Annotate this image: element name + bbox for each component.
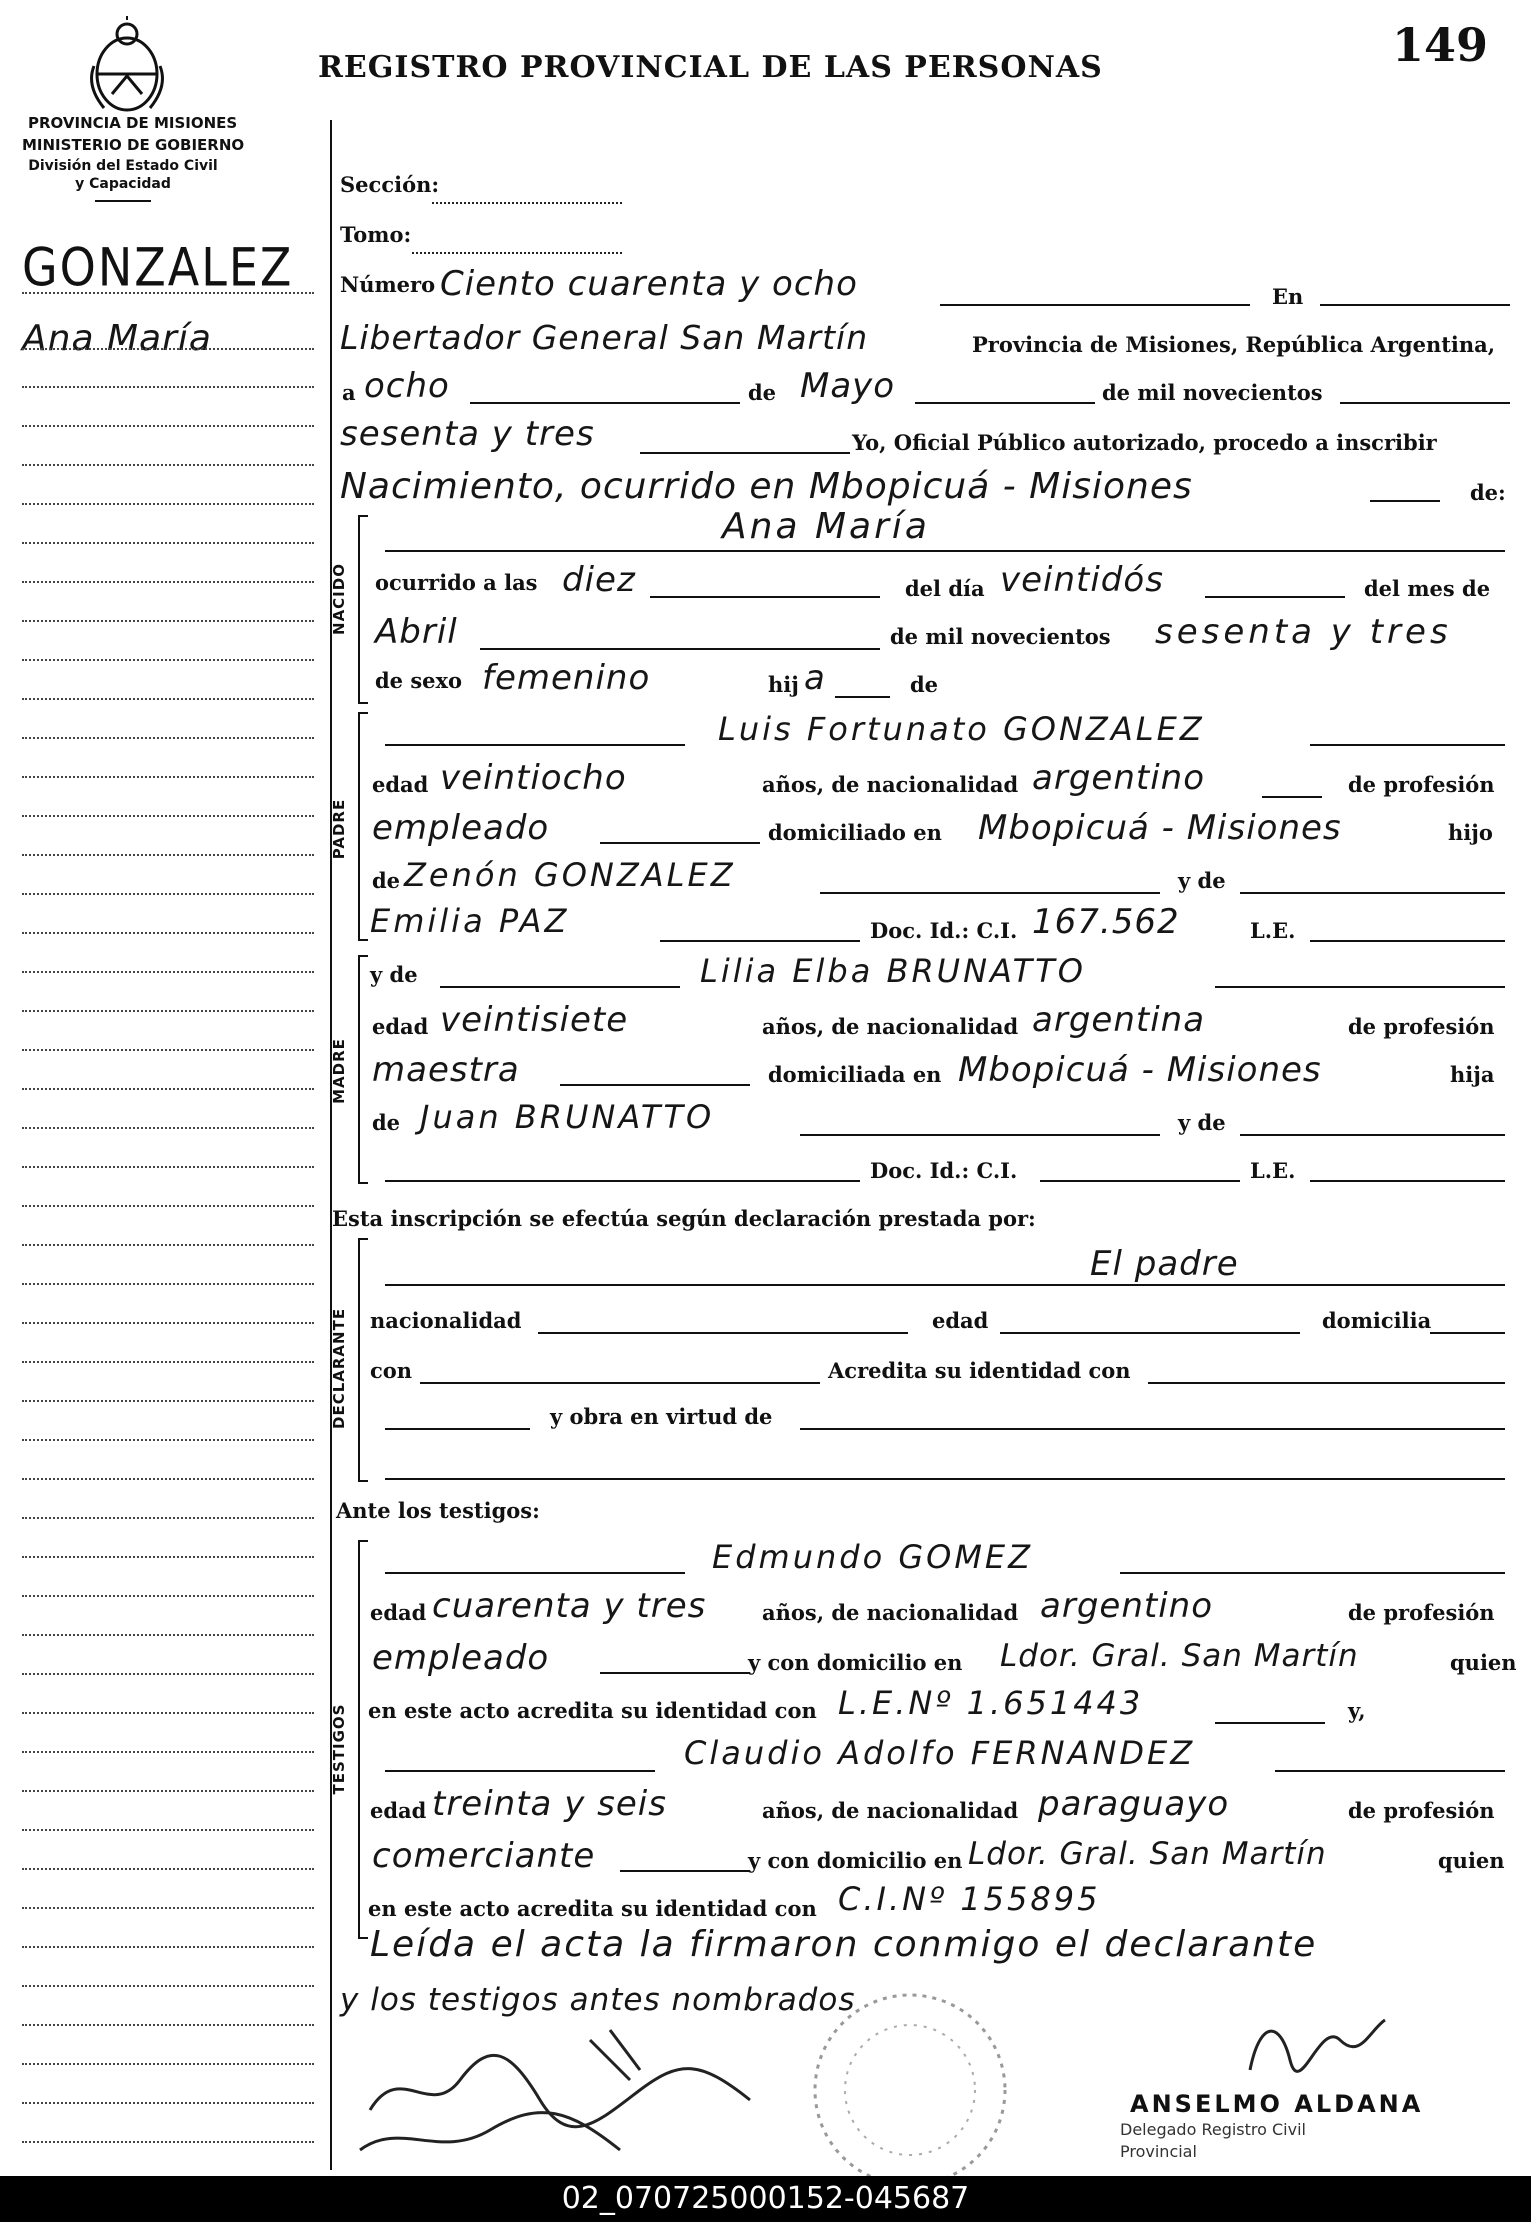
- margin-given-names: Ana María: [22, 318, 212, 359]
- decl-dom-fill: [1430, 1332, 1505, 1334]
- margin-rule: [22, 698, 314, 700]
- label-decl-con: con: [370, 1358, 413, 1383]
- testigo1-profesion-value: empleado: [372, 1638, 550, 1678]
- label-de-hij: de: [910, 672, 939, 697]
- label-t1-quien: quien: [1450, 1650, 1517, 1675]
- label-madre-hija: hija: [1450, 1062, 1495, 1087]
- padre-madre-value: Emilia PAZ: [370, 902, 570, 940]
- label-hij: hij: [768, 672, 799, 697]
- madre-bracket: [358, 955, 368, 1184]
- testigo2-documento-value: C.I.Nº 155895: [838, 1880, 1101, 1918]
- official-seal: [780, 1980, 1040, 2180]
- padre-nac-fill: [1262, 796, 1322, 798]
- label-decl-obra: y obra en virtud de: [550, 1404, 773, 1429]
- mes-fill-line: [915, 402, 1095, 404]
- margin-rule: [22, 2063, 314, 2065]
- label-padre-profesion: de profesión: [1348, 772, 1495, 797]
- testigo2-edad-value: treinta y seis: [432, 1784, 667, 1824]
- hij-fill-line: [835, 696, 890, 698]
- label-del-dia: del día: [905, 576, 985, 601]
- margin-rule: [22, 292, 314, 294]
- label-madre-doc: Doc. Id.: C.I.: [870, 1158, 1018, 1183]
- institution-line-2: MINISTERIO DE GOBIERNO: [22, 136, 245, 154]
- label-madre-domiciliada: domiciliada en: [768, 1062, 942, 1087]
- madre-le-fill: [1310, 1180, 1505, 1182]
- label-decl-domicilia: domicilia: [1322, 1308, 1432, 1333]
- madre-domicilio-value: Mbopicuá - Misiones: [958, 1050, 1322, 1090]
- closing-line-2: y los testigos antes nombrados: [340, 1982, 856, 2018]
- hora-value: diez: [562, 560, 636, 600]
- document-title: REGISTRO PROVINCIAL DE LAS PERSONAS: [318, 50, 1103, 85]
- coat-of-arms-icon: [82, 16, 172, 114]
- anio-fill-line: [1340, 402, 1510, 404]
- side-label-padre: PADRE: [330, 798, 348, 860]
- label-padre-y-de: y de: [1178, 868, 1226, 893]
- margin-rule: [22, 776, 314, 778]
- margin-rule: [22, 2024, 314, 2026]
- official-signature: [1240, 2000, 1390, 2090]
- madre-profesion-value: maestra: [372, 1050, 520, 1090]
- margin-rule: [22, 1361, 314, 1363]
- margin-rule: [22, 1595, 314, 1597]
- t2-post-line: [1275, 1770, 1505, 1772]
- anio-nac-value: sesenta y tres: [1155, 612, 1452, 652]
- margin-rule: [22, 1634, 314, 1636]
- declarante-nombre-line: [385, 1284, 1505, 1286]
- testigo2-profesion-value: comerciante: [372, 1836, 596, 1876]
- closing-line-1: Leída el acta la firmaron conmigo el declarante: [370, 1924, 1318, 1965]
- label-testigos: Ante los testigos:: [336, 1498, 540, 1523]
- madre-madre-fill: [1240, 1134, 1505, 1136]
- label-madre-anios: años, de nacionalidad: [762, 1014, 1019, 1039]
- label-a: a: [342, 380, 356, 405]
- declarante-bracket: [358, 1238, 368, 1482]
- madre-padre-fill: [800, 1134, 1160, 1136]
- margin-rule: [22, 2141, 314, 2143]
- mes-nac-fill-line: [480, 648, 880, 650]
- margin-rule: [22, 854, 314, 856]
- label-padre-anios: años, de nacionalidad: [762, 772, 1019, 797]
- padre-padre-value: Zenón GONZALEZ: [404, 856, 736, 894]
- margin-rule: [22, 1127, 314, 1129]
- margin-rule: [22, 1205, 314, 1207]
- en-fill-line: [1320, 304, 1510, 306]
- nombre-line: [385, 550, 1505, 552]
- testigo2-nacionalidad-value: paraguayo: [1038, 1784, 1230, 1824]
- margin-rule: [22, 1322, 314, 1324]
- padre-madre-tail: [660, 940, 860, 942]
- label-de-mil: de mil novecientos: [1102, 380, 1323, 405]
- label-t2-edad: edad: [370, 1798, 427, 1823]
- label-madre-y-de: y de: [370, 962, 418, 987]
- margin-rule: [22, 348, 314, 350]
- label-t1-y: y,: [1348, 1698, 1366, 1723]
- mes-nac-value: Abril: [375, 612, 458, 652]
- margin-rule: [22, 815, 314, 817]
- testigo2-domicilio-value: Ldor. Gral. San Martín: [968, 1836, 1327, 1872]
- mes-value: Mayo: [800, 366, 896, 406]
- label-del-mes: del mes de: [1364, 576, 1491, 601]
- seccion-line: [432, 202, 622, 204]
- nacido-nombre-value: Ana María: [722, 506, 930, 547]
- margin-rule: [22, 971, 314, 973]
- margin-rule: [22, 1283, 314, 1285]
- madre-nacionalidad-value: argentina: [1032, 1000, 1206, 1040]
- anio-tail-line: [640, 452, 850, 454]
- padre-prof-fill: [600, 842, 760, 844]
- madre-post-line: [1215, 986, 1505, 988]
- label-numero: Número: [340, 272, 436, 297]
- label-padre-domiciliado: domiciliado en: [768, 820, 942, 845]
- t2-pre-line: [385, 1770, 655, 1772]
- margin-rule: [22, 581, 314, 583]
- margin-rule: [22, 659, 314, 661]
- numero-fill-line: [940, 304, 1250, 306]
- margin-rule: [22, 1439, 314, 1441]
- label-t2-anios: años, de nacionalidad: [762, 1798, 1019, 1823]
- margin-rule: [22, 1166, 314, 1168]
- margin-rule: [22, 1556, 314, 1558]
- side-label-testigos: TESTIGOS: [330, 1703, 348, 1795]
- testigo2-nombre-value: Claudio Adolfo FERNANDEZ: [684, 1734, 1196, 1772]
- t1-pre-line: [385, 1572, 685, 1574]
- margin-rule: [22, 386, 314, 388]
- side-label-declarante: DECLARANTE: [330, 1307, 348, 1429]
- t2-prof-fill: [620, 1870, 750, 1872]
- margin-rule: [22, 1790, 314, 1792]
- label-padre-hijo: hijo: [1448, 820, 1493, 845]
- t1-doc-fill: [1215, 1722, 1325, 1724]
- margin-rule: [22, 893, 314, 895]
- label-de-sexo: de sexo: [375, 668, 463, 693]
- numero-value: Ciento cuarenta y ocho: [440, 264, 858, 304]
- decl-acred-fill: [1148, 1382, 1505, 1384]
- label-oficial: Yo, Oficial Público autorizado, procedo a inscribir: [852, 430, 1437, 455]
- padre-pre-line: [385, 744, 685, 746]
- margin-rule: [22, 1010, 314, 1012]
- margin-rule: [22, 1478, 314, 1480]
- declarante-nombre-value: El padre: [1090, 1244, 1239, 1284]
- madre-pre-line: [440, 986, 680, 988]
- margin-rule: [22, 1400, 314, 1402]
- signature-scribbles: [340, 2020, 760, 2170]
- label-t2-y-con-dom: y con domicilio en: [748, 1848, 963, 1873]
- label-madre-le: L.E.: [1250, 1158, 1296, 1183]
- label-madre-profesion: de profesión: [1348, 1014, 1495, 1039]
- decl-nac-fill: [538, 1332, 908, 1334]
- decl-edad-fill: [1000, 1332, 1300, 1334]
- madre-padre-value: Juan BRUNATTO: [420, 1098, 715, 1136]
- anio-value: sesenta y tres: [340, 414, 595, 454]
- stamp-name: ANSELMO ALDANA: [1130, 2090, 1424, 2118]
- margin-rule: [22, 1985, 314, 1987]
- label-seccion: Sección:: [340, 172, 440, 197]
- margin-rule: [22, 1868, 314, 1870]
- label-t1-profesion: de profesión: [1348, 1600, 1495, 1625]
- margin-rule: [22, 1829, 314, 1831]
- testigo1-nombre-value: Edmundo GOMEZ: [712, 1538, 1034, 1576]
- main-column-rule: [330, 120, 332, 2170]
- margin-rule: [22, 425, 314, 427]
- label-de: de: [748, 380, 777, 405]
- padre-nacionalidad-value: argentino: [1032, 758, 1205, 798]
- label-t1-y-con-dom: y con domicilio en: [748, 1650, 963, 1675]
- dia-value: ocho: [364, 366, 450, 406]
- label-madre-de: de: [372, 1110, 401, 1135]
- side-label-madre: MADRE: [330, 1038, 348, 1104]
- madre-prof-fill: [560, 1084, 750, 1086]
- padre-le-fill: [1310, 940, 1505, 942]
- padre-edad-value: veintiocho: [440, 758, 627, 798]
- label-padre-de: de: [372, 868, 401, 893]
- margin-surname: GONZALEZ: [22, 235, 294, 299]
- label-tomo: Tomo:: [340, 222, 412, 247]
- margin-rule: [22, 1049, 314, 1051]
- document-id-footer: 02_070725000152-045687: [0, 2176, 1531, 2222]
- decl-end-line: [385, 1478, 1505, 1480]
- margin-rule: [22, 1712, 314, 1714]
- margin-rule: [22, 1751, 314, 1753]
- label-t1-anios: años, de nacionalidad: [762, 1600, 1019, 1625]
- padre-bracket: [358, 712, 368, 941]
- label-decl-acredita: Acredita su identidad con: [828, 1358, 1131, 1383]
- margin-rule: [22, 1946, 314, 1948]
- label-inscripcion: Esta inscripción se efectúa según declaración prestada por:: [332, 1206, 1036, 1231]
- t1-prof-fill: [600, 1672, 750, 1674]
- t1-post-line: [1120, 1572, 1505, 1574]
- margin-rule: [22, 932, 314, 934]
- acto-fill-line: [1370, 500, 1440, 502]
- decl-obra-fill: [800, 1428, 1505, 1430]
- hora-fill-line: [650, 596, 880, 598]
- label-madre-edad: edad: [372, 1014, 429, 1039]
- nacido-bracket: [358, 515, 368, 704]
- stamp-line-2: Delegado Registro Civil: [1120, 2120, 1306, 2139]
- label-t1-acto: en este acto acredita su identidad con: [368, 1698, 817, 1723]
- label-t2-profesion: de profesión: [1348, 1798, 1495, 1823]
- label-padre-edad: edad: [372, 772, 429, 797]
- tomo-line: [412, 252, 622, 254]
- label-padre-le: L.E.: [1250, 918, 1296, 943]
- acto-value: Nacimiento, ocurrido en Mbopicuá - Misiones: [340, 466, 1193, 507]
- testigos-bracket: [358, 1540, 368, 1939]
- label-decl-edad: edad: [932, 1308, 989, 1333]
- testigo1-documento-value: L.E.Nº 1.651443: [838, 1684, 1144, 1722]
- label-decl-nacionalidad: nacionalidad: [370, 1308, 522, 1333]
- padre-madre-fill: [1240, 892, 1505, 894]
- hij-suffix-value: a: [804, 658, 826, 698]
- label-padre-doc: Doc. Id.: C.I.: [870, 918, 1018, 943]
- testigo1-nacionalidad-value: argentino: [1040, 1586, 1213, 1626]
- padre-nombre-value: Luis Fortunato GONZALEZ: [718, 710, 1205, 748]
- margin-rule: [22, 2102, 314, 2104]
- lugar-value: Libertador General San Martín: [340, 318, 869, 357]
- madre-ci-fill: [1040, 1180, 1240, 1182]
- dia-fill-line: [470, 402, 740, 404]
- label-de-mil-nac: de mil novecientos: [890, 624, 1111, 649]
- padre-ci-value: 167.562: [1032, 902, 1180, 942]
- stamp-line-3: Provincial: [1120, 2142, 1197, 2161]
- testigo1-domicilio-value: Ldor. Gral. San Martín: [1000, 1638, 1359, 1674]
- margin-rule: [22, 464, 314, 466]
- label-provincia: Provincia de Misiones, República Argentina,: [972, 332, 1496, 357]
- padre-post-line: [1310, 744, 1505, 746]
- margin-rule: [22, 737, 314, 739]
- divider: [95, 200, 151, 202]
- padre-profesion-value: empleado: [372, 808, 550, 848]
- madre-nombre-value: Lilia Elba BRUNATTO: [700, 952, 1086, 990]
- margin-rule: [22, 1244, 314, 1246]
- institution-line-1: PROVINCIA DE MISIONES: [28, 114, 238, 132]
- side-label-nacido: NACIDO: [330, 563, 348, 635]
- padre-domicilio-value: Mbopicuá - Misiones: [978, 808, 1342, 848]
- page-number: 149: [1392, 18, 1489, 72]
- label-ocurrido: ocurrido a las: [375, 570, 538, 595]
- decl-con-fill: [420, 1382, 820, 1384]
- label-en: En: [1272, 284, 1304, 309]
- sexo-value: femenino: [482, 658, 651, 698]
- padre-padre-fill: [820, 892, 1160, 894]
- label-t2-acto: en este acto acredita su identidad con: [368, 1896, 817, 1921]
- margin-rule: [22, 1088, 314, 1090]
- institution-line-3: División del Estado Civil: [28, 158, 218, 174]
- margin-rule: [22, 1907, 314, 1909]
- margin-rule: [22, 1673, 314, 1675]
- label-t2-quien: quien: [1438, 1848, 1505, 1873]
- decl-obra-pre: [385, 1428, 530, 1430]
- testigo1-edad-value: cuarenta y tres: [432, 1586, 707, 1626]
- margin-rule: [22, 620, 314, 622]
- label-madre-y-de-2: y de: [1178, 1110, 1226, 1135]
- label-de-colon: de:: [1470, 480, 1506, 505]
- madre-edad-value: veintisiete: [440, 1000, 629, 1040]
- dia-nac-value: veintidós: [1000, 560, 1164, 600]
- margin-rule: [22, 542, 314, 544]
- margin-rule: [22, 503, 314, 505]
- institution-line-4: y Capacidad: [75, 176, 171, 192]
- label-t1-edad: edad: [370, 1600, 427, 1625]
- dia-nac-fill-line: [1205, 596, 1345, 598]
- madre-madre-line: [385, 1180, 860, 1182]
- margin-rule: [22, 1517, 314, 1519]
